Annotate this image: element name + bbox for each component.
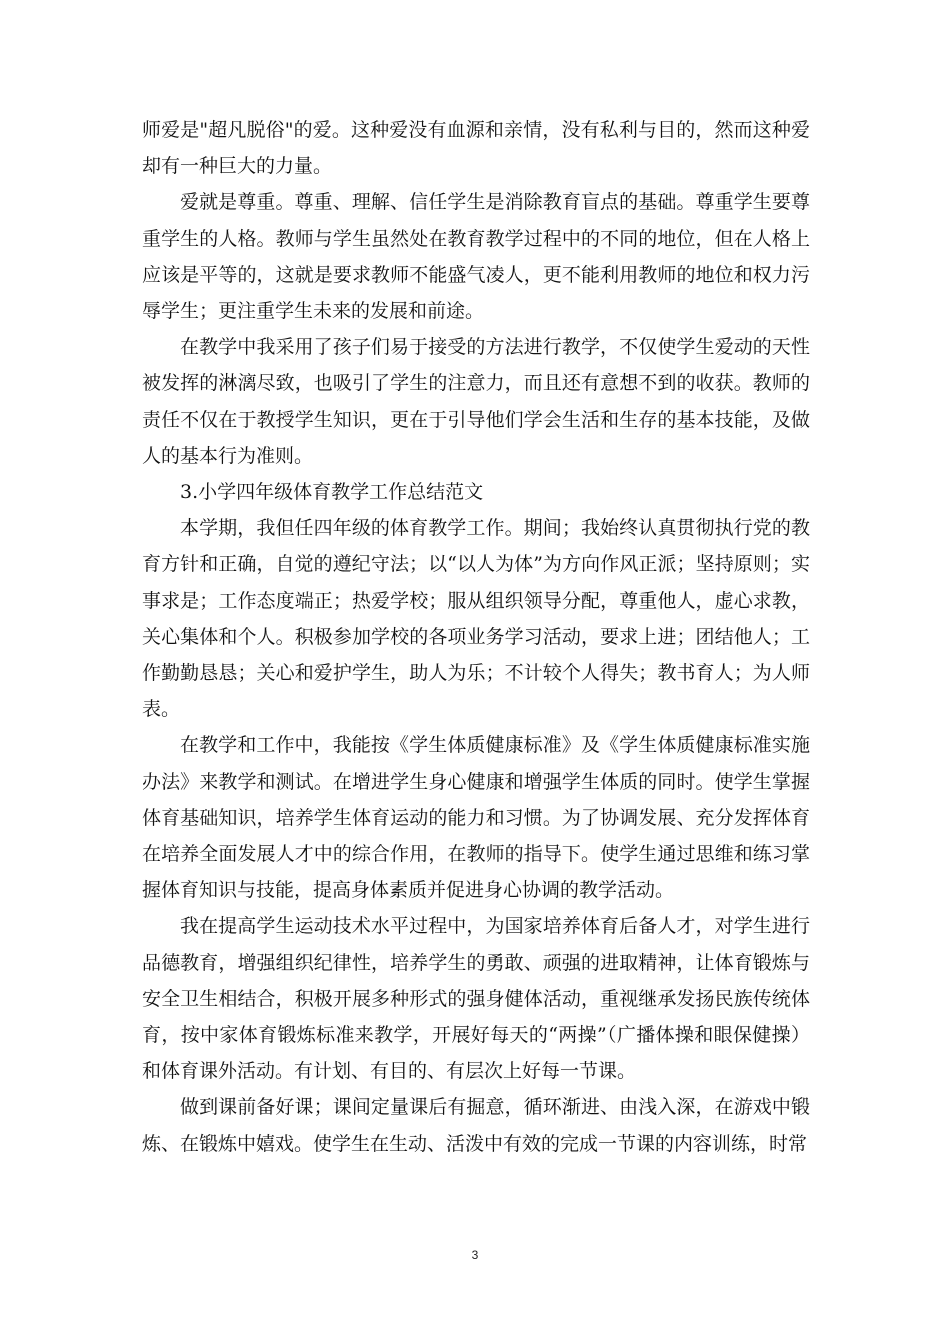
paragraph-sports-skills: 我在提高学生运动技术水平过程中，为国家培养体育后备人才，对学生进行品德教育，增强组织纪律性，培养学生的勇敢、顽强的进取精神，让体育锻炼与安全卫生相结合，积极开展多种形式的强身健体活动，重视继承发扬民族传统体育，按中家体育锻炼标准来教学，开展好每天的“两操”（广播体操和眼保健操）和体育课外活动。有计划、有目的、有层次上好每一节课。: [142, 915, 810, 1083]
paragraph-teaching-methods: 在教学中我采用了孩子们易于接受的方法进行教学，不仅使学生爱动的天性被发挥的淋漓尽致，也吸引了学生的注意力，而且还有意想不到的收获。教师的责任不仅在于教授学生知识，更在于引导他们学会生活和生存的基本技能，及做人的基本行为准则。: [142, 336, 810, 467]
page-number: 3: [471, 1248, 479, 1262]
paragraph-this-semester: 本学期，我但任四年级的体育教学工作。期间；我始终认真贯彻执行党的教育方针和正确，自觉的遵纪守法；以“以人为体”为方向作风正派；坚持原则；实事求是；工作态度端正；热爱学校；服从组织领导分配，尊重他人，虚心求教，关心集体和个人。积极参加学校的各项业务学习活动，要求上进；团结他人；工作勤勤恳恳；关心和爱护学生，助人为乐；不计较个人得失；教书育人；为人师表。: [142, 517, 810, 721]
document-body: [142, 112, 810, 1162]
paragraph-love-is-respect: 爱就是尊重。尊重、理解、信任学生是消除教育盲点的基础。尊重学生要尊重学生的人格。教师与学生虽然处在教育教学过程中的不同的地位，但在人格上应该是平等的，这就是要求教师不能盛气凌人，更不能利用教师的地位和权力污辱学生；更注重学生未来的发展和前途。: [142, 191, 810, 323]
paragraph-teaching-and-work: 在教学和工作中，我能按《学生体质健康标准》及《学生体质健康标准实施办法》来教学和测试。在增进学生身心健康和增强学生体质的同时。使学生掌握体育基础知识，培养学生体育运动的能力和习惯。为了协调发展、充分发挥体育在培养全面发展人才中的综合作用，在教师的指导下。使学生通过思维和练习掌握体育知识与技能，提高身体素质并促进身心协调的教学活动。: [142, 734, 810, 902]
section-heading: 3.小学四年级体育教学工作总结范文: [180, 481, 484, 504]
paragraph-lesson-preparation: 做到课前备好课；课间定量课后有掘意，循环渐进、由浅入深，在游戏中锻炼、在锻炼中嬉戏。使学生在生动、活泼中有效的完成一节课的内容训练，时常: [142, 1096, 810, 1155]
paragraph-teacher-love: 师爱是"超凡脱俗"的爱。这种爱没有血源和亲情，没有私利与目的，然而这种爱却有一种巨大的力量。: [142, 119, 810, 178]
